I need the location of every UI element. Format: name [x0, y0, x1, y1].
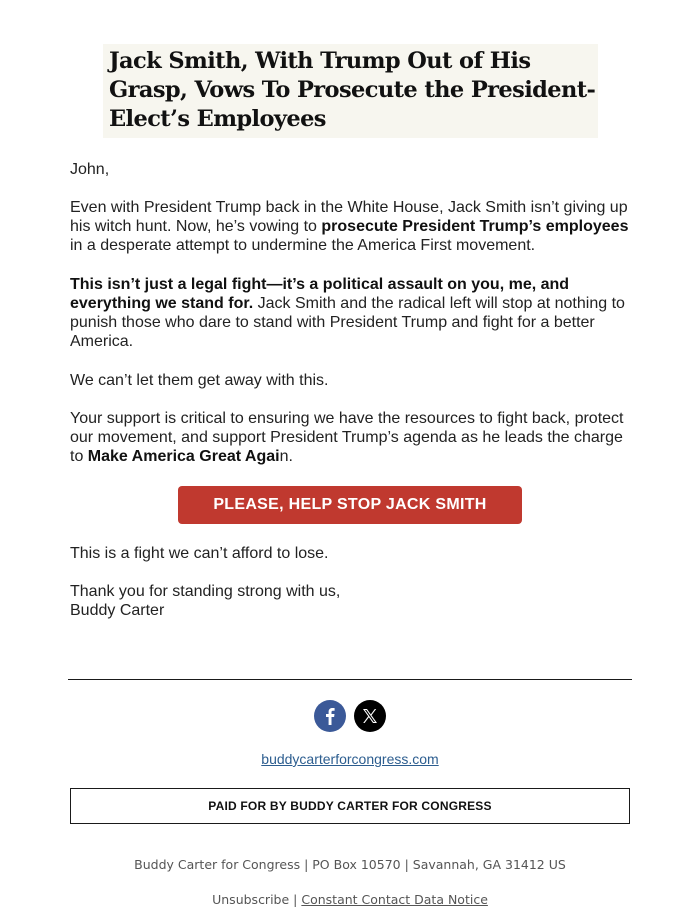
footer-divider [68, 679, 632, 680]
unsubscribe-link[interactable]: Unsubscribe [212, 892, 290, 907]
website-link[interactable]: buddycarterforcongress.com [261, 751, 439, 767]
paragraph-1-bold: prosecute President Trump’s employees [321, 218, 629, 235]
paragraph-4-bold: Make America Great Agai [87, 448, 280, 465]
footer-separator: | [289, 892, 302, 907]
paragraph-1 [70, 198, 635, 255]
paragraph-1-text-a: Even with President Trump back in the White House, Jack Smith isn’t giving up his witch hunt. Now, he’s vowing to [70, 199, 628, 235]
paragraph-3: We can’t let them get away with this. [70, 372, 329, 389]
paragraph-2-bold: This isn’t just a legal fight—it’s a political assault on you, me, and everything we stand for. [70, 276, 570, 312]
paragraph-4 [70, 409, 635, 466]
help-stop-jack-smith-button[interactable]: PLEASE, HELP STOP JACK SMITH [178, 486, 522, 524]
facebook-link[interactable] [314, 700, 346, 732]
email-headline: Jack Smith, With Trump Out of His Grasp, Vows To Prosecute the President-Elect’s Employees [109, 48, 596, 132]
footer-links [0, 892, 700, 907]
x-link[interactable] [354, 700, 386, 732]
paragraph-5: This is a fight we can’t afford to lose. [70, 545, 329, 562]
x-icon [362, 708, 378, 724]
paragraph-4-text-a: Your support is critical to ensuring we have the resources to fight back, protect our movement, and support President Trump’s agenda as he leads the charge to [70, 410, 624, 465]
paragraph-4-text-b: n. [279, 448, 293, 465]
signature: Buddy Carter [70, 602, 165, 619]
signoff: Thank you for standing strong with us, [70, 583, 341, 600]
paid-for-disclaimer: PAID FOR BY BUDDY CARTER FOR CONGRESS [70, 788, 630, 824]
paragraph-2-text: Jack Smith and the radical left will stop at nothing to punish those who dare to stand with President Trump and fight for a better America. [70, 295, 625, 350]
data-notice-link[interactable]: Constant Contact Data Notice [301, 892, 488, 907]
greeting: John, [70, 161, 110, 178]
paragraph-2 [70, 275, 635, 351]
footer-address: Buddy Carter for Congress | PO Box 10570 | Savannah, GA 31412 US [134, 857, 566, 872]
paragraph-1-text-b: in a desperate attempt to undermine the America First movement. [70, 237, 536, 254]
facebook-icon [322, 707, 338, 725]
